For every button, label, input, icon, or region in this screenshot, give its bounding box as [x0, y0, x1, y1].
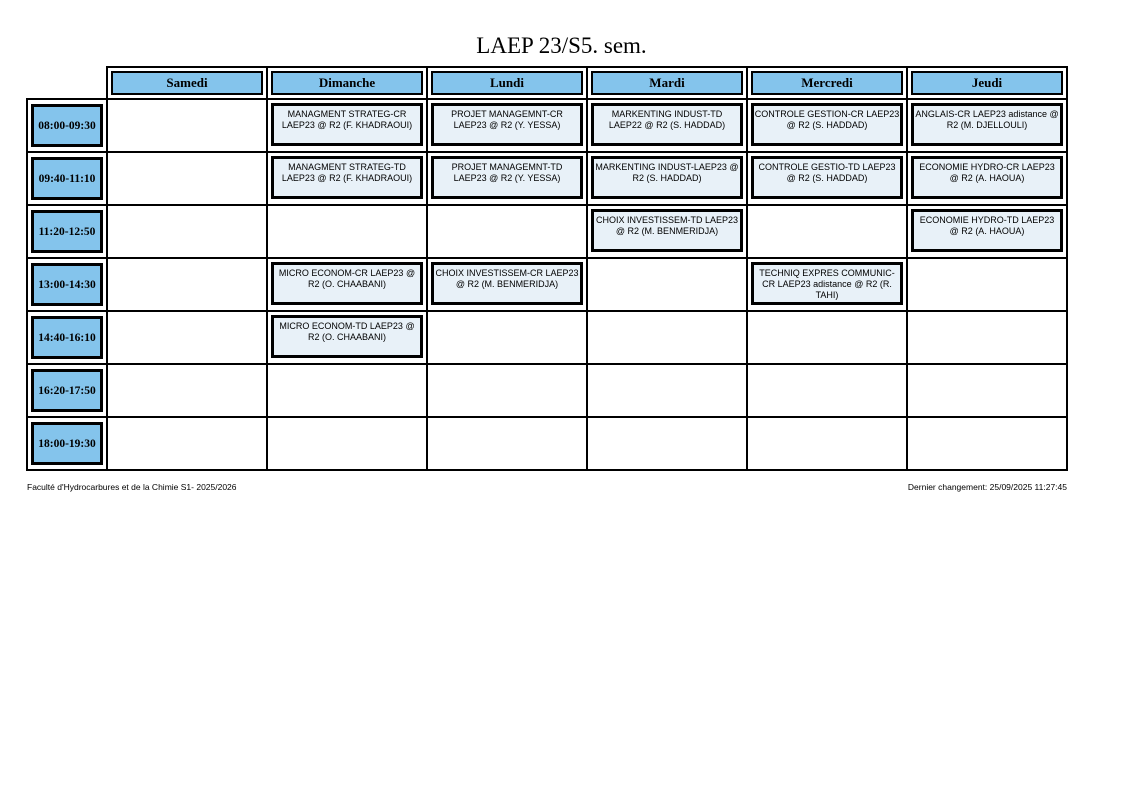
course-block[interactable]: PROJET MANAGEMNT-TD LAEP23 @ R2 (Y. YESSA): [431, 156, 583, 199]
day-header: Jeudi: [911, 71, 1063, 95]
timeslot-row: [27, 99, 1067, 152]
timeslot-label: 08:00-09:30: [31, 104, 103, 147]
course-block[interactable]: MARKENTING INDUST-TD LAEP22 @ R2 (S. HADDAD): [591, 103, 743, 146]
schedule-cell: [267, 364, 427, 417]
timeslot-cell: [27, 258, 107, 311]
day-header: Lundi: [431, 71, 583, 95]
day-header: Mercredi: [751, 71, 903, 95]
course-block[interactable]: CHOIX INVESTISSEM-TD LAEP23 @ R2 (M. BENMERIDJA): [591, 209, 743, 252]
schedule-cell: [907, 258, 1067, 311]
schedule-cell: [907, 205, 1067, 258]
schedule-cell: [267, 152, 427, 205]
schedule-cell: [427, 152, 587, 205]
timeslot-row: [27, 205, 1067, 258]
schedule-cell: [587, 152, 747, 205]
schedule-cell: [747, 417, 907, 470]
timeslot-row: [27, 364, 1067, 417]
schedule-cell: [107, 99, 267, 152]
course-block[interactable]: ECONOMIE HYDRO-TD LAEP23 @ R2 (A. HAOUA): [911, 209, 1063, 252]
schedule-cell: [587, 311, 747, 364]
timeslot-cell: [27, 99, 107, 152]
course-block[interactable]: MICRO ECONOM-TD LAEP23 @ R2 (O. CHAABANI): [271, 315, 423, 358]
schedule-cell: [267, 258, 427, 311]
schedule-cell: [587, 205, 747, 258]
timeslot-cell: [27, 152, 107, 205]
course-block[interactable]: ECONOMIE HYDRO-CR LAEP23 @ R2 (A. HAOUA): [911, 156, 1063, 199]
footer-institution: Faculté d'Hydrocarbures et de la Chimie S1- 2025/2026: [27, 482, 237, 492]
course-block[interactable]: CONTROLE GESTIO-TD LAEP23 @ R2 (S. HADDAD): [751, 156, 903, 199]
timeslot-row: [27, 152, 1067, 205]
day-header-cell: [907, 67, 1067, 99]
schedule-cell: [907, 417, 1067, 470]
day-header-cell: [267, 67, 427, 99]
course-block[interactable]: PROJET MANAGEMNT-CR LAEP23 @ R2 (Y. YESSA): [431, 103, 583, 146]
day-header-cell: [107, 67, 267, 99]
course-block[interactable]: MARKENTING INDUST-LAEP23 @ R2 (S. HADDAD): [591, 156, 743, 199]
schedule-cell: [907, 364, 1067, 417]
day-header-row: [27, 67, 1067, 99]
schedule-cell: [267, 205, 427, 258]
timeslot-label: 13:00-14:30: [31, 263, 103, 306]
schedule-cell: [427, 205, 587, 258]
schedule-cell: [107, 364, 267, 417]
day-header: Samedi: [111, 71, 263, 95]
course-block[interactable]: MANAGMENT STRATEG-CR LAEP23 @ R2 (F. KHADRAOUI): [271, 103, 423, 146]
day-header-cell: [427, 67, 587, 99]
schedule-cell: [907, 152, 1067, 205]
schedule-cell: [747, 311, 907, 364]
schedule-cell: [107, 205, 267, 258]
timeslot-row: [27, 417, 1067, 470]
schedule-cell: [427, 258, 587, 311]
timeslot-label: 18:00-19:30: [31, 422, 103, 465]
timeslot-row: [27, 258, 1067, 311]
corner-cell: [27, 67, 107, 99]
timeslot-label: 14:40-16:10: [31, 316, 103, 359]
schedule-cell: [587, 364, 747, 417]
schedule-cell: [427, 417, 587, 470]
day-header: Mardi: [591, 71, 743, 95]
schedule-cell: [107, 152, 267, 205]
schedule-cell: [747, 99, 907, 152]
schedule-cell: [107, 258, 267, 311]
timeslot-cell: [27, 311, 107, 364]
schedule-cell: [907, 311, 1067, 364]
course-block[interactable]: MANAGMENT STRATEG-TD LAEP23 @ R2 (F. KHADRAOUI): [271, 156, 423, 199]
schedule-cell: [267, 311, 427, 364]
schedule-cell: [587, 417, 747, 470]
timeslot-cell: [27, 205, 107, 258]
course-block[interactable]: ANGLAIS-CR LAEP23 adistance @ R2 (M. DJELLOULI): [911, 103, 1063, 146]
course-block[interactable]: TECHNIQ EXPRES COMMUNIC-CR LAEP23 adistance @ R2 (R. TAHI): [751, 262, 903, 305]
page-title: LAEP 23/S5. sem.: [476, 33, 647, 58]
schedule-cell: [427, 364, 587, 417]
schedule-cell: [107, 311, 267, 364]
schedule-cell: [427, 311, 587, 364]
timeslot-cell: [27, 364, 107, 417]
schedule-cell: [907, 99, 1067, 152]
schedule-cell: [587, 99, 747, 152]
course-block[interactable]: MICRO ECONOM-CR LAEP23 @ R2 (O. CHAABANI): [271, 262, 423, 305]
day-header-cell: [587, 67, 747, 99]
course-block[interactable]: CONTROLE GESTION-CR LAEP23 @ R2 (S. HADDAD): [751, 103, 903, 146]
timeslot-label: 11:20-12:50: [31, 210, 103, 253]
footer-last-change: Dernier changement: 25/09/2025 11:27:45: [907, 482, 1067, 492]
schedule-cell: [747, 258, 907, 311]
schedule-cell: [747, 205, 907, 258]
day-header: Dimanche: [271, 71, 423, 95]
schedule-cell: [267, 417, 427, 470]
schedule-cell: [267, 99, 427, 152]
schedule-cell: [747, 364, 907, 417]
schedule-cell: [747, 152, 907, 205]
schedule-cell: [587, 258, 747, 311]
schedule-cell: [427, 99, 587, 152]
timeslot-cell: [27, 417, 107, 470]
timeslot-row: [27, 311, 1067, 364]
schedule-cell: [107, 417, 267, 470]
timeslot-label: 09:40-11:10: [31, 157, 103, 200]
day-header-cell: [747, 67, 907, 99]
timeslot-label: 16:20-17:50: [31, 369, 103, 412]
course-block[interactable]: CHOIX INVESTISSEM-CR LAEP23 @ R2 (M. BENMERIDJA): [431, 262, 583, 305]
timetable: [26, 66, 1068, 471]
